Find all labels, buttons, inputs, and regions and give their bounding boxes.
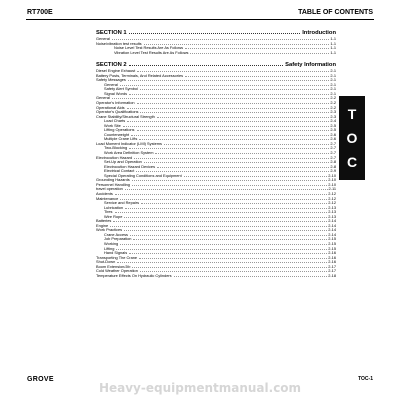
toc-entry-text: Special Operating Conditions and Equipment bbox=[104, 172, 182, 178]
dot-leader bbox=[133, 239, 327, 240]
toc-entry-text: Work Area Definition System bbox=[104, 150, 154, 156]
toc-entry-page: 2-6 bbox=[330, 131, 336, 137]
dot-leader bbox=[112, 39, 330, 40]
table-of-contents bbox=[96, 29, 336, 278]
toc-entry-page: 2-1 bbox=[330, 72, 336, 78]
toc-entry-page: 2-13 bbox=[328, 204, 336, 210]
header-title: TABLE OF CONTENTS bbox=[298, 9, 373, 16]
dot-leader bbox=[144, 162, 330, 163]
toc-entry-text: Multiple Crane Lifts bbox=[104, 136, 138, 142]
toc-entry-page: 2-11 bbox=[328, 186, 336, 192]
toc-entry-page: 2-5 bbox=[330, 127, 336, 133]
toc-entry[interactable] bbox=[96, 274, 336, 279]
dot-leader bbox=[190, 53, 329, 54]
toc-entry-text: Noise/vibration test results bbox=[96, 40, 142, 46]
toc-entry-text: Battery Posts, Terminals, And Related Accessories bbox=[96, 72, 184, 78]
dot-leader bbox=[120, 199, 327, 200]
toc-entry-page: 2-16 bbox=[328, 250, 336, 256]
toc-entry-page: 2-1 bbox=[330, 90, 336, 96]
toc-entry-page: 2-14 bbox=[328, 231, 336, 237]
toc-entry-page: 2-12 bbox=[328, 195, 336, 201]
toc-entry-page: 2-18 bbox=[328, 272, 336, 278]
toc-entry-text: Wire Rope bbox=[104, 213, 123, 219]
toc-entry-page: 2-3 bbox=[330, 113, 336, 119]
toc-entry-text: Shut-Down bbox=[96, 259, 116, 265]
toc-entry-text: Cold Weather Operation bbox=[96, 268, 138, 274]
dot-leader bbox=[174, 276, 328, 277]
dot-leader bbox=[120, 85, 330, 86]
toc-entry-page: 2-12 bbox=[328, 200, 336, 206]
dot-leader bbox=[124, 217, 327, 218]
dot-leader bbox=[125, 208, 327, 209]
toc-entry-text: Crane Stability/Structural Strength bbox=[96, 113, 155, 119]
toc-entry-page: 2-1 bbox=[330, 86, 336, 92]
toc-entry-text: Batteries bbox=[96, 218, 112, 224]
toc-entry-text: Engine bbox=[96, 222, 109, 228]
section-label: SECTION 1 bbox=[96, 30, 127, 36]
toc-entry-page: 2-2 bbox=[330, 95, 336, 101]
toc-tab-letter: C bbox=[346, 154, 358, 170]
toc-entry-text: travel operation bbox=[96, 186, 123, 192]
toc-entry-text: Operator's Information bbox=[96, 100, 135, 106]
section-label: SECTION 2 bbox=[96, 62, 127, 69]
toc-entry-page: 2-13 bbox=[328, 209, 336, 215]
toc-entry-page: 2-16 bbox=[328, 259, 336, 265]
dot-leader bbox=[155, 153, 329, 154]
toc-entry-page: 2-10 bbox=[328, 172, 336, 178]
header-model: RT700E bbox=[27, 9, 53, 16]
toc-entry-page: 2-9 bbox=[330, 168, 336, 174]
toc-entry-text: Electrocution Hazard Devices bbox=[104, 163, 156, 169]
toc-entry-text: General bbox=[104, 81, 118, 87]
dot-leader bbox=[129, 253, 327, 254]
toc-entry-text: Electrical Contact bbox=[104, 168, 135, 174]
dot-leader bbox=[127, 108, 330, 109]
toc-entry-page: 2-6 bbox=[330, 136, 336, 142]
dot-leader bbox=[127, 121, 329, 122]
toc-tab-letter: T bbox=[347, 106, 357, 122]
toc-entry-text: Safety Messages bbox=[96, 77, 126, 83]
dot-leader bbox=[164, 144, 329, 145]
section-heading[interactable] bbox=[96, 29, 336, 37]
dot-leader bbox=[124, 230, 327, 231]
toc-entry-text: Load Moment Indicator (LMI) Systems bbox=[96, 140, 162, 146]
watermark: Heavy-equipmentmanual.com bbox=[98, 381, 302, 395]
dot-leader bbox=[157, 167, 329, 168]
toc-entry-page: 1-1 bbox=[330, 49, 336, 55]
toc-entry-text: Boom Extension/Jib bbox=[96, 263, 131, 269]
dot-leader bbox=[129, 32, 301, 34]
toc-entry-page: 2-8 bbox=[330, 163, 336, 169]
toc-entry-page: 2-15 bbox=[328, 236, 336, 242]
toc-entry-text: Temperature Effects On Hydraulic Cylinders bbox=[96, 272, 172, 278]
dot-leader bbox=[134, 158, 329, 159]
toc-entry-text: Work Practices bbox=[96, 227, 123, 233]
dot-leader bbox=[185, 48, 329, 49]
toc-entry-page: 2-1 bbox=[330, 77, 336, 83]
dot-leader bbox=[115, 212, 328, 213]
toc-entry-text: Diesel Engine Exhaust bbox=[96, 68, 136, 74]
dot-leader bbox=[117, 262, 327, 263]
dot-leader bbox=[140, 112, 329, 113]
dot-leader bbox=[184, 176, 328, 177]
toc-entry-page: 2-17 bbox=[328, 268, 336, 274]
toc-entry-text: Lifting Operations bbox=[104, 127, 135, 133]
toc-entry-text: Job Preparation bbox=[104, 236, 132, 242]
toc-entry-page: 2-1 bbox=[330, 81, 336, 87]
toc-entry-page: 2-12 bbox=[328, 190, 336, 196]
toc-entry-page: 2-2 bbox=[330, 104, 336, 110]
toc-entry-text: General bbox=[96, 36, 110, 41]
toc-entry-text: General bbox=[96, 95, 110, 101]
toc-entry-page: 2-17 bbox=[328, 263, 336, 269]
toc-entry-page: 2-7 bbox=[330, 154, 336, 160]
dot-leader bbox=[132, 267, 327, 268]
toc-entry-page: 2-2 bbox=[330, 100, 336, 106]
dot-leader bbox=[120, 244, 327, 245]
toc-entry-page: 1-1 bbox=[330, 36, 336, 41]
dot-leader bbox=[131, 135, 329, 136]
toc-entry-text: Service and Repairs bbox=[104, 200, 140, 206]
dot-leader bbox=[129, 148, 329, 149]
dot-leader bbox=[130, 235, 327, 236]
toc-entry-page: 2-8 bbox=[330, 159, 336, 165]
toc-entry-page: 2-16 bbox=[328, 254, 336, 260]
toc-entry-text: Lifting bbox=[104, 245, 115, 251]
toc-entry-page: 2-14 bbox=[328, 222, 336, 228]
toc-entry-text: Signal Words bbox=[104, 90, 128, 96]
toc-entry-text: Safety Alert Symbol bbox=[104, 86, 138, 92]
dot-leader bbox=[125, 189, 328, 190]
dot-leader bbox=[110, 226, 327, 227]
toc-entry-page: 2-3 bbox=[330, 109, 336, 115]
dot-leader bbox=[141, 203, 327, 204]
dot-leader bbox=[129, 64, 284, 66]
toc-entry-page: 2-15 bbox=[328, 240, 336, 246]
page-number: TOC-1 bbox=[358, 376, 373, 382]
dot-leader bbox=[132, 180, 327, 181]
dot-leader bbox=[157, 117, 330, 118]
toc-entry-text: Vibration Level Test Results Are As Follows bbox=[114, 49, 189, 55]
toc-entry-text: Work Site bbox=[104, 122, 121, 128]
dot-leader bbox=[185, 76, 329, 77]
toc-tab-letter: O bbox=[346, 130, 358, 146]
toc-entry-page: 2-4 bbox=[330, 118, 336, 124]
dot-leader bbox=[115, 194, 327, 195]
dot-leader bbox=[129, 94, 329, 95]
toc-entry-text: Load Charts bbox=[104, 118, 126, 124]
dot-leader bbox=[112, 98, 330, 99]
toc-entry-text: Grounding Hazards bbox=[96, 177, 130, 183]
toc-entry-page: 2-14 bbox=[328, 218, 336, 224]
toc-entry-page: 2-1 bbox=[330, 68, 336, 74]
section-title: Safety Information bbox=[285, 62, 336, 69]
section-title: Introduction bbox=[302, 30, 336, 36]
toc-entry-text: Maintenance bbox=[96, 195, 119, 201]
toc-entry-text: Transporting The Crane bbox=[96, 254, 138, 260]
toc-entry-text: Accidents bbox=[96, 190, 113, 196]
toc-entry-page: 2-15 bbox=[328, 245, 336, 251]
toc-entry-page: 1-1 bbox=[330, 45, 336, 51]
toc-entry-text: Working bbox=[104, 240, 119, 246]
dot-leader bbox=[140, 89, 329, 90]
dot-leader bbox=[139, 258, 327, 259]
toc-entry-page: 2-7 bbox=[330, 145, 336, 151]
dot-leader bbox=[139, 139, 329, 140]
dot-leader bbox=[116, 249, 327, 250]
toc-tab bbox=[339, 96, 365, 180]
toc-entry-text: Set-Up and Operation bbox=[104, 159, 142, 165]
toc-entry-text: Lubrication bbox=[104, 204, 124, 210]
toc-entry-page: 2-14 bbox=[328, 227, 336, 233]
toc-entry-text: Tires bbox=[104, 209, 113, 215]
toc-entry-page: 2-10 bbox=[328, 177, 336, 183]
toc-entry-text: Personnel Handling bbox=[96, 181, 130, 187]
toc-entry-page: 2-5 bbox=[330, 122, 336, 128]
toc-entry-page: 2-7 bbox=[330, 140, 336, 146]
toc-entry-text: Electrocution Hazard bbox=[96, 154, 133, 160]
toc-entry-page: 2-7 bbox=[330, 150, 336, 156]
dot-leader bbox=[137, 130, 330, 131]
toc-entry-text: Hand Signals bbox=[104, 250, 128, 256]
toc-entry-text: Operational Aids bbox=[96, 104, 125, 110]
toc-entry-page: 1-1 bbox=[330, 40, 336, 46]
toc-entry-text: Counterweight bbox=[104, 131, 130, 137]
toc-entry-text: Noise Level Test Results Are As Follows bbox=[114, 45, 184, 51]
header-divider bbox=[26, 19, 374, 20]
dot-leader bbox=[128, 80, 330, 81]
toc-entry-page: 2-10 bbox=[328, 181, 336, 187]
toc-entry-text: Crane Access bbox=[104, 231, 129, 237]
dot-leader bbox=[137, 103, 330, 104]
dot-leader bbox=[123, 126, 330, 127]
toc-entry-page: 2-13 bbox=[328, 213, 336, 219]
grove-logo: GROVE bbox=[27, 376, 54, 383]
toc-entry-text: Two-Blocking bbox=[104, 145, 128, 151]
dot-leader bbox=[132, 185, 327, 186]
toc-entry-text: Operator's Qualifications bbox=[96, 109, 139, 115]
dot-leader bbox=[113, 221, 327, 222]
